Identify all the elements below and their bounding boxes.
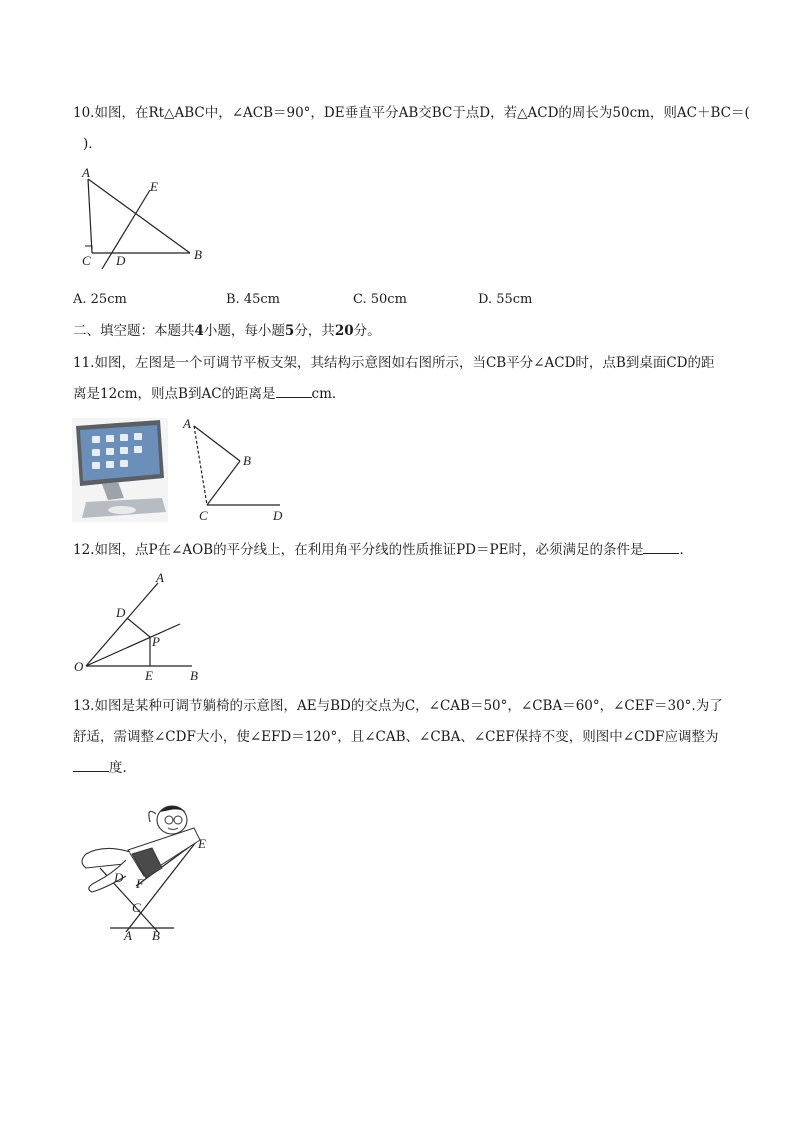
q11-label-b: B [243,453,251,468]
q10-text-line1: 10.如图，在Rt△ABC中，∠ACB＝90°，DE垂直平分AB交BC于点D，若△ACD的周长为50cm，则AC＋BC＝( [73,105,750,121]
q10-triangle-figure [72,165,212,275]
q13-label-d: D [114,870,124,885]
q10-option-b: B. 45cm [226,292,280,307]
q12-text: ． [679,542,693,558]
q10-label-c: C [82,253,91,268]
q10-option-d: D. 55cm [478,292,533,307]
q10-option-a: A. 25cm [73,292,127,307]
q10-text-line2: )． [83,136,102,152]
q10-label-a: A [82,165,90,180]
q11-stand-diagram [176,416,296,524]
q11-text: 离是12cm，则点B到AC的距离是 [73,386,276,402]
section2-heading-text: 小题，每小题 [203,323,285,339]
answer-blank [73,759,109,772]
q12-label-o: O [74,659,84,674]
section2-count: 4 [194,323,204,339]
q12-label-a: A [156,570,164,585]
q11-text-line1: 11.如图，左图是一个可调节平板支架，其结构示意图如右图所示，当CB平分∠ACD时，点B到桌面CD的距 [73,355,715,371]
section2-total: 20 [334,323,354,339]
q13-text: 度. [109,760,127,776]
q11-label-c: C [199,508,208,523]
q12-text: 12.如图，点P在∠AOB的平分线上，在利用角平分线的性质推证PD＝PE时，必须满足的条件是 [73,542,644,558]
answer-blank [276,385,312,398]
q11-text-line2 [73,385,345,403]
q13-text-line3 [73,759,127,777]
section2-heading-text: 二、填空题：本题共 [73,323,195,339]
section2-heading-text: 分。 [353,323,381,339]
q13-label-a: A [124,928,132,943]
q12-label-p: P [152,634,160,649]
q11-text: cm． [311,386,346,402]
q10-label-b: B [194,247,202,262]
q13-label-b: B [152,928,160,943]
section2-heading [73,322,381,340]
q11-label-d: D [273,508,283,523]
q10-label-e: E [150,179,158,194]
q13-label-e: E [198,836,206,851]
section2-heading-text: 分，共 [294,323,335,339]
tablet-stand-photo [72,418,168,522]
q10-label-d: D [116,253,126,268]
q12-label-e: E [145,668,153,682]
q12-label-b: B [190,668,198,682]
q13-reclining-chair-figure [74,796,224,946]
q13-label-c: C [132,900,141,915]
answer-blank [643,541,679,554]
q12-angle-bisector-figure [72,570,212,682]
q11-label-a: A [183,416,191,431]
q13-text-line2: 舒适，需调整∠CDF大小，使∠EFD＝120°，且∠CAB、∠CBA、∠CEF保持不变，则图中∠CDF应调整为 [73,729,719,745]
section2-each: 5 [284,323,295,339]
q13-text-line1: 13.如图是某种可调节躺椅的示意图，AE与BD的交点为C，∠CAB＝50°，∠CBA＝60°，∠CEF＝30°.为了 [73,698,723,714]
q13-label-f: F [136,876,144,891]
q10-option-c: C. 50cm [353,292,407,307]
q12-text-line1 [73,541,693,559]
q12-label-d: D [116,605,126,620]
